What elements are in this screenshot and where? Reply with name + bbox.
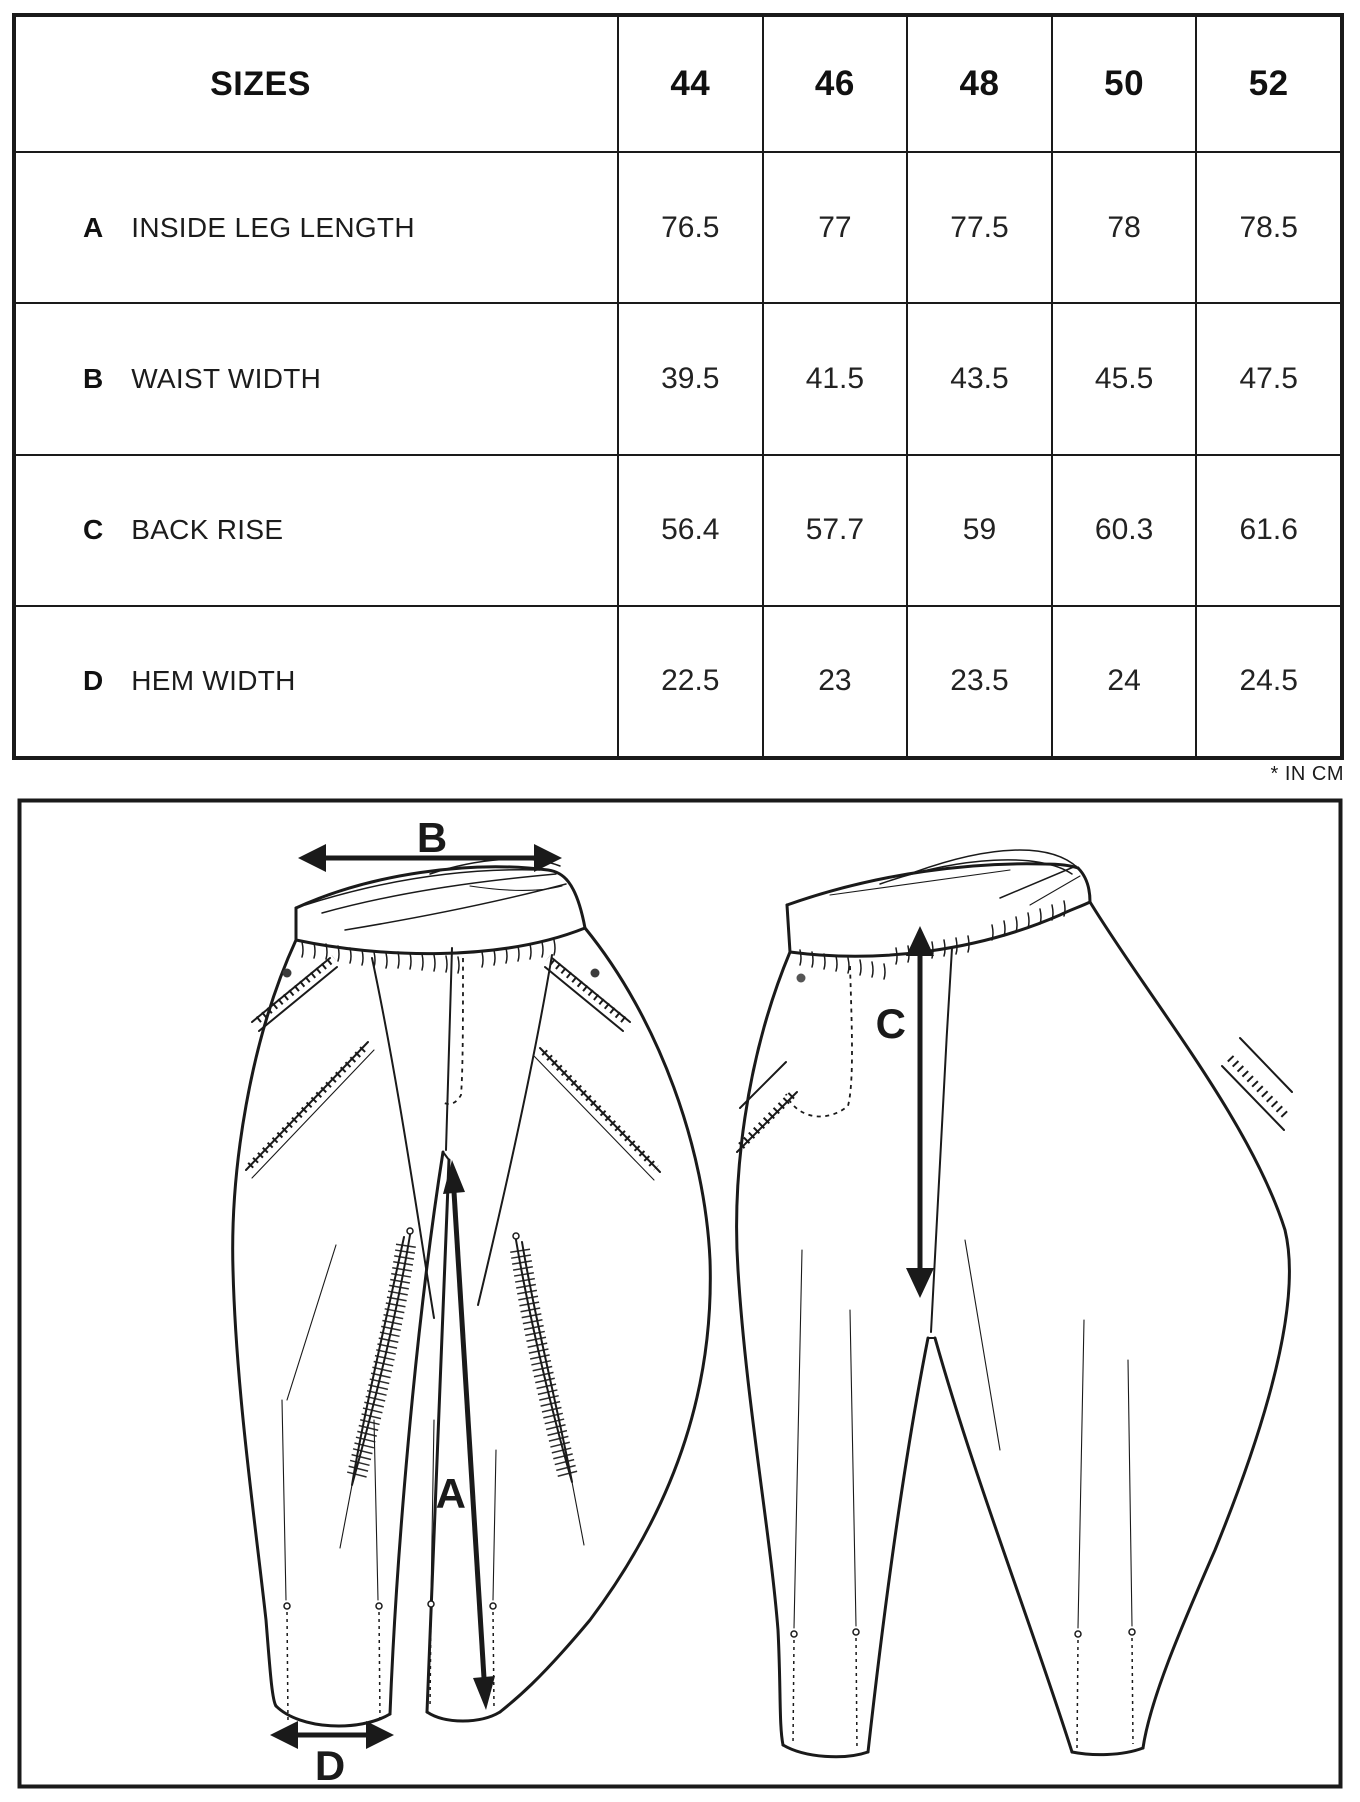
row-label-inside-leg-length <box>15 152 618 303</box>
row-name: WAIST WIDTH <box>131 362 322 394</box>
row-label-waist-width <box>15 303 618 454</box>
unit-note: * IN CM <box>1270 763 1344 785</box>
table-value: 77.5 <box>907 152 1052 303</box>
row-letter: C <box>83 514 104 546</box>
table-value: 23.5 <box>907 606 1052 757</box>
table-value: 47.5 <box>1196 303 1341 454</box>
pants-technical-drawing <box>17 798 1343 1790</box>
size-col-header-46: 46 <box>763 16 908 152</box>
row-name: INSIDE LEG LENGTH <box>131 211 415 243</box>
table-value: 76.5 <box>618 152 763 303</box>
size-col-header-48: 48 <box>907 16 1052 152</box>
size-col-header-44: 44 <box>618 16 763 152</box>
sizes-header-label: SIZES <box>210 64 311 103</box>
size-col-header-52: 52 <box>1196 16 1341 152</box>
pants-diagram-svg <box>17 798 1343 1790</box>
table-value: 59 <box>907 455 1052 606</box>
row-letter: B <box>83 362 104 394</box>
row-name: BACK RISE <box>131 514 284 546</box>
row-name: HEM WIDTH <box>131 665 296 697</box>
row-label-back-rise <box>15 455 618 606</box>
table-value: 22.5 <box>618 606 763 757</box>
size-col-header-50: 50 <box>1052 16 1197 152</box>
table-header-sizes <box>15 16 618 152</box>
table-value: 60.3 <box>1052 455 1197 606</box>
dim-label-a: A <box>435 1470 466 1517</box>
table-value: 61.6 <box>1196 455 1341 606</box>
table-value: 41.5 <box>763 303 908 454</box>
dim-label-c: C <box>875 1000 906 1047</box>
row-letter: D <box>83 665 104 697</box>
size-table <box>12 13 1344 760</box>
drawing-frame <box>20 801 1341 1787</box>
dim-label-b: B <box>416 814 448 861</box>
row-letter: A <box>83 211 104 243</box>
table-value: 24 <box>1052 606 1197 757</box>
table-value: 39.5 <box>618 303 763 454</box>
table-value: 45.5 <box>1052 303 1197 454</box>
table-value: 77 <box>763 152 908 303</box>
table-value: 24.5 <box>1196 606 1341 757</box>
dim-label-d: D <box>314 1742 346 1789</box>
row-label-hem-width <box>15 606 618 757</box>
table-value: 57.7 <box>763 455 908 606</box>
table-value: 23 <box>763 606 908 757</box>
table-value: 78 <box>1052 152 1197 303</box>
table-value: 56.4 <box>618 455 763 606</box>
table-value: 78.5 <box>1196 152 1341 303</box>
table-value: 43.5 <box>907 303 1052 454</box>
